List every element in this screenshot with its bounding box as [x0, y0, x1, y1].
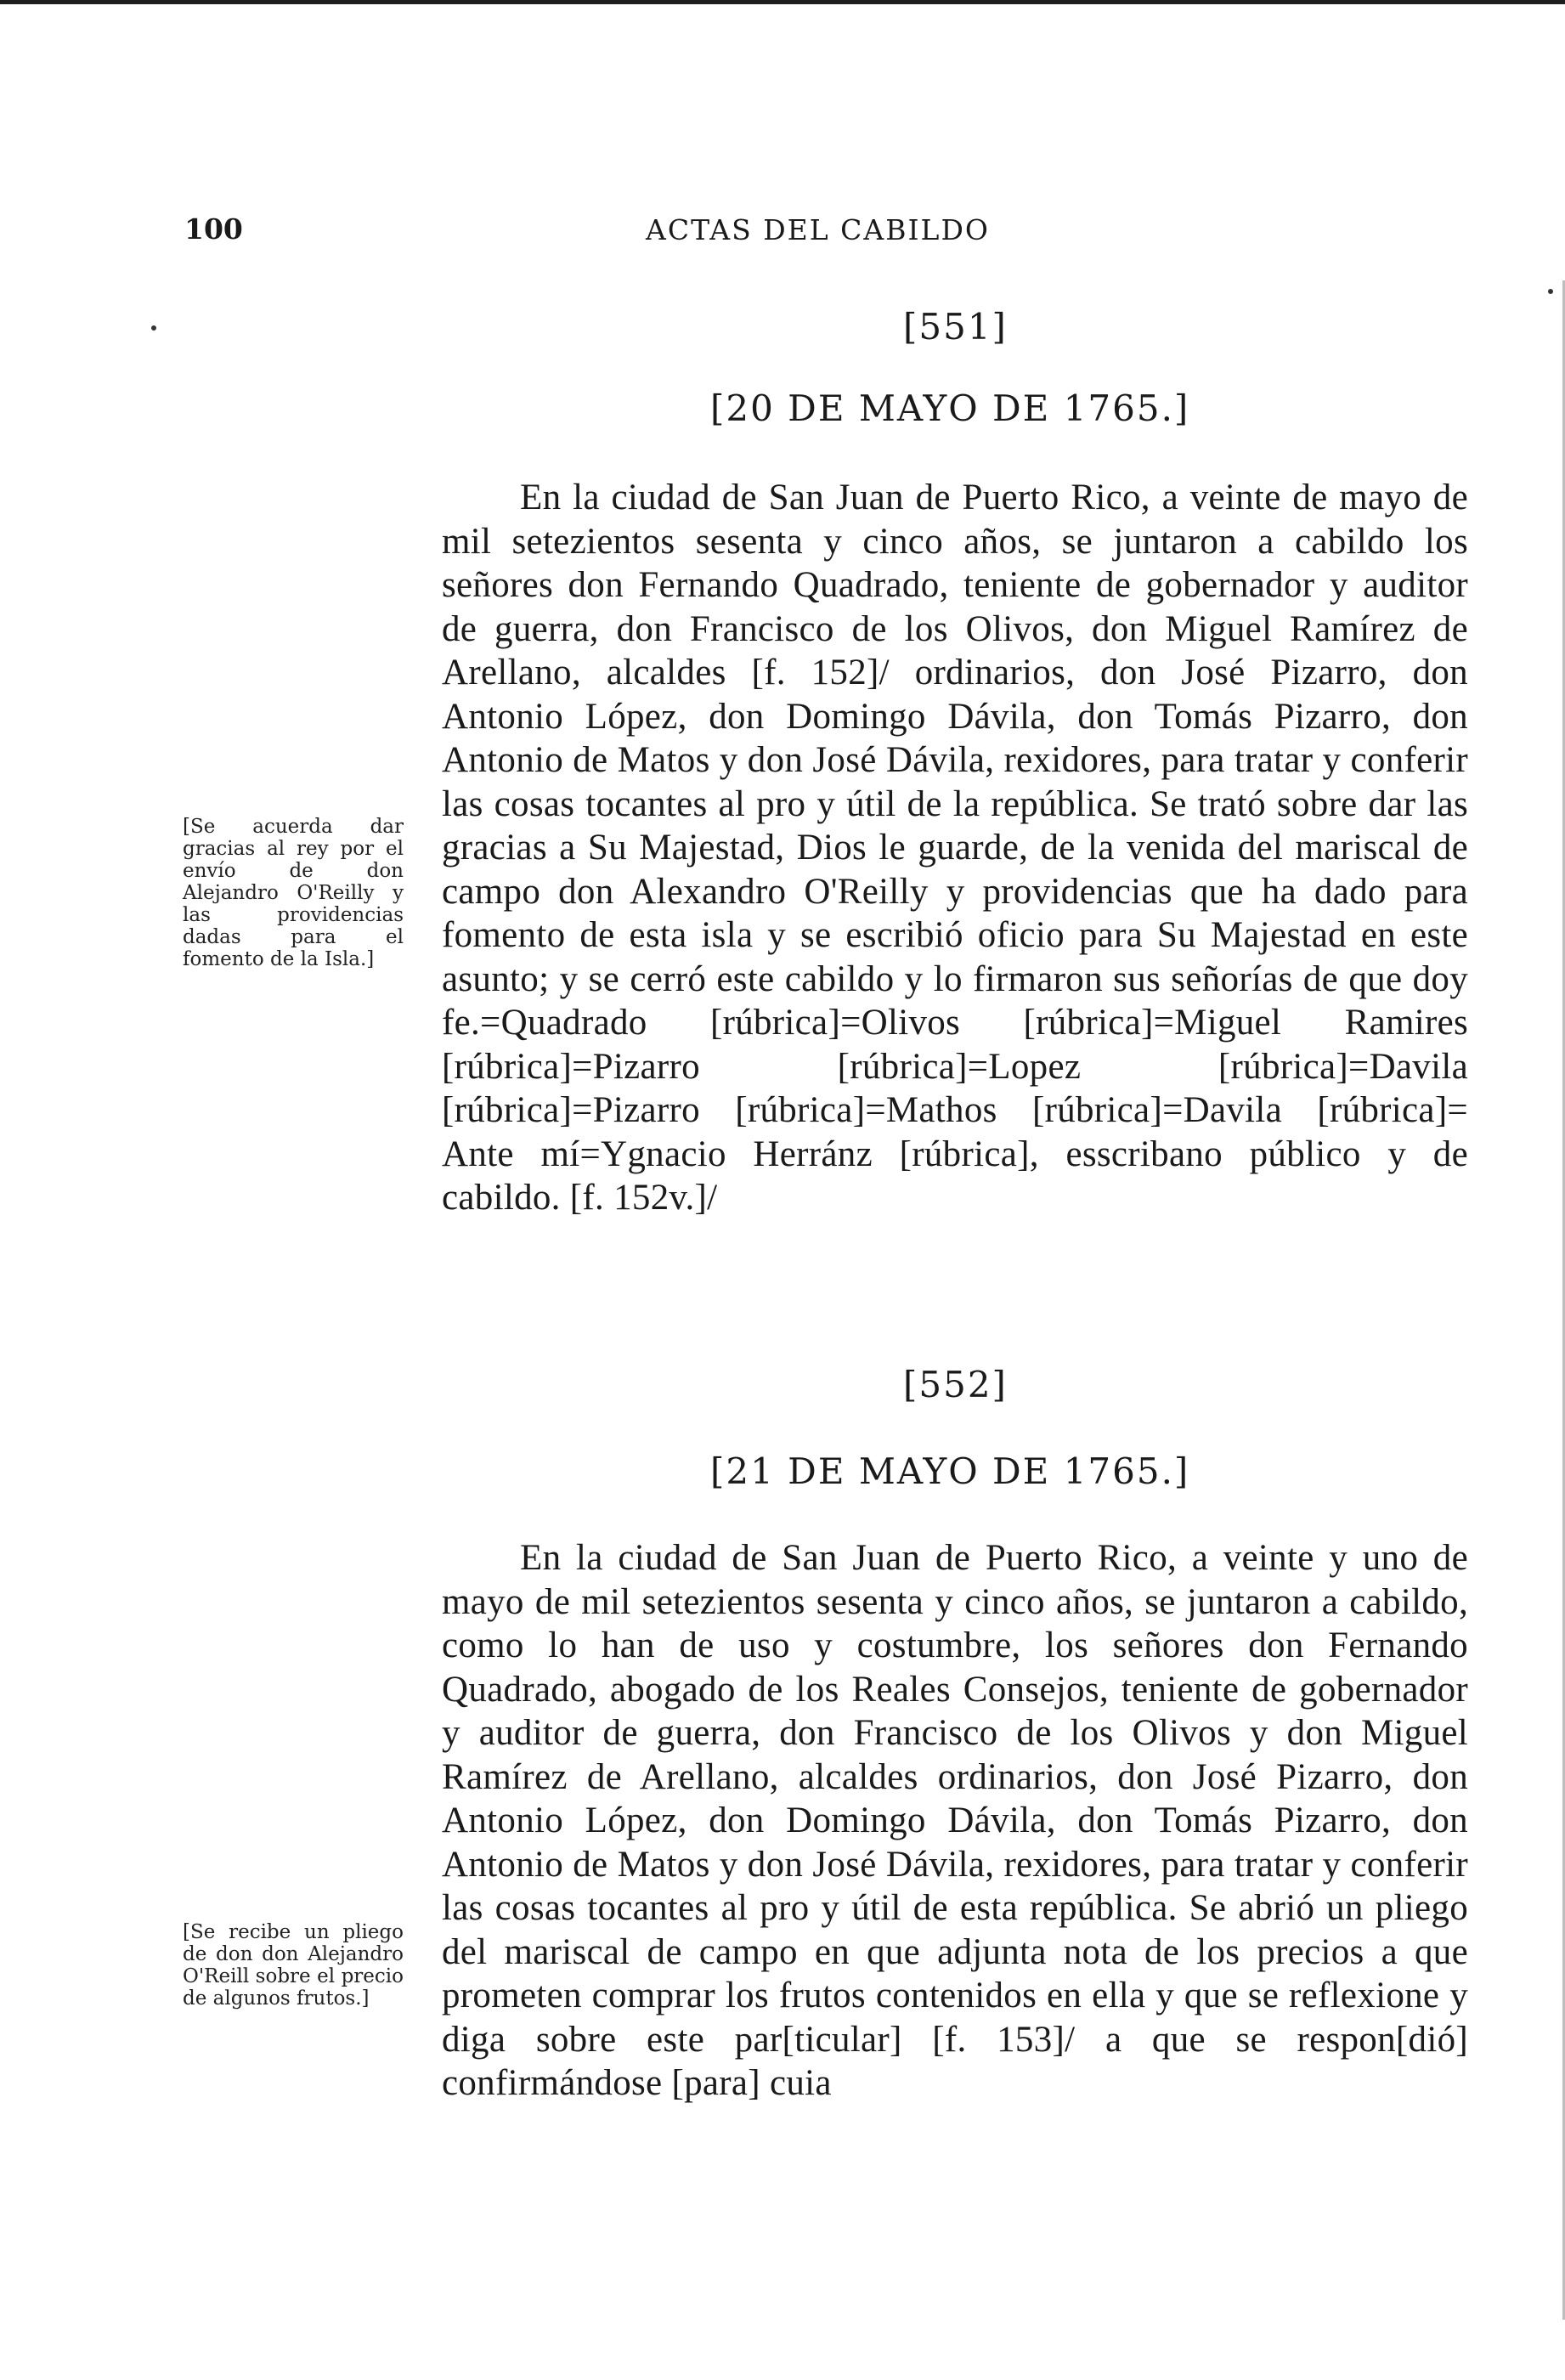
- entry-number: [552]: [903, 1364, 1008, 1405]
- running-title: ACTAS DEL CABILDO: [646, 213, 990, 246]
- page-number: 100: [184, 212, 243, 246]
- entry-text: En la ciudad de San Juan de Puerto Rico, a veinte y uno de mayo de mil setezientos sesenta y cinco años, se juntaron a cabildo, como lo han de uso y costumbre, los señores don Fernando Quadrado, abogado de los Reales Consejos, teniente de gobernador y auditor de guerra, don Francisco de los Olivos y don Miguel Ramírez de Arellano, alcaldes ordinarios, don José Pizarro, don Antonio López, don Domingo Dávila, don Tomás Pizarro, don Antonio de Matos y don José Dávila, rexidores, para tratar y conferir las cosas tocantes al pro y útil de esta república. Se abrió un pliego del mariscal de campo en que adjunta nota de los precios a que prometen comprar los frutos contenidos en ella y que se reflexione y diga sobre este par[ticular] [f. 153]/ a que se respon[dió] confirmándose [para] cuia: [442, 1538, 1468, 2103]
- margin-note: [Se acuerda dar gracias al rey por el envío de don Alejandro O'Reilly y las providencias dadas para el fomento de la Isla.]: [183, 816, 404, 970]
- entry-date: [21 DE MAYO DE 1765.]: [710, 1450, 1190, 1492]
- print-speck: [151, 325, 156, 331]
- entry-text: En la ciudad de San Juan de Puerto Rico, a veinte de mayo de mil setezientos sesenta y cinco años, se juntaron a cabildo los señores don Fernando Quadrado, teniente de gobernador y auditor de guerra, don Francisco de los Olivos, don Miguel Ramírez de Arellano, alcaldes [f. 152]/ ordinarios, don José Pizarro, don Antonio López, don Domingo Dávila, don Tomás Pizarro, don Antonio de Matos y don José Dávila, rexidores, para tratar y conferir las cosas tocantes al pro y útil de la república. Se trató sobre dar las gracias a Su Majestad, Dios le guarde, de la venida del mariscal de campo don Alexandro O'Reilly y providencias que ha dado para fomento de esta isla y se escribió oficio para Su Majestad en este asunto; y se cerró este cabildo y lo firmaron sus señorías de que doy fe.=Quadrado [rúbrica]=Olivos [rúbrica]=Miguel Ramires [rúbrica]=Pizarro [rúbrica]=Lopez [rúbrica]=Davila [rúbrica]=Pizarro [rúbrica]=Mathos [rúbrica]=Davila [rúbrica]= Ante mí=Ygnacio Herránz [rúbrica], esscribano público y de cabildo. [f. 152v.]/: [442, 478, 1468, 1218]
- entry-number: [551]: [903, 306, 1008, 348]
- scan-top-border: [0, 0, 1565, 4]
- margin-note: [Se recibe un pliego de don don Alejandro O'Reill sobre el precio de algunos frutos.]: [183, 1921, 404, 2010]
- print-speck: [1548, 289, 1553, 294]
- entry-date: [20 DE MAYO DE 1765.]: [710, 387, 1190, 429]
